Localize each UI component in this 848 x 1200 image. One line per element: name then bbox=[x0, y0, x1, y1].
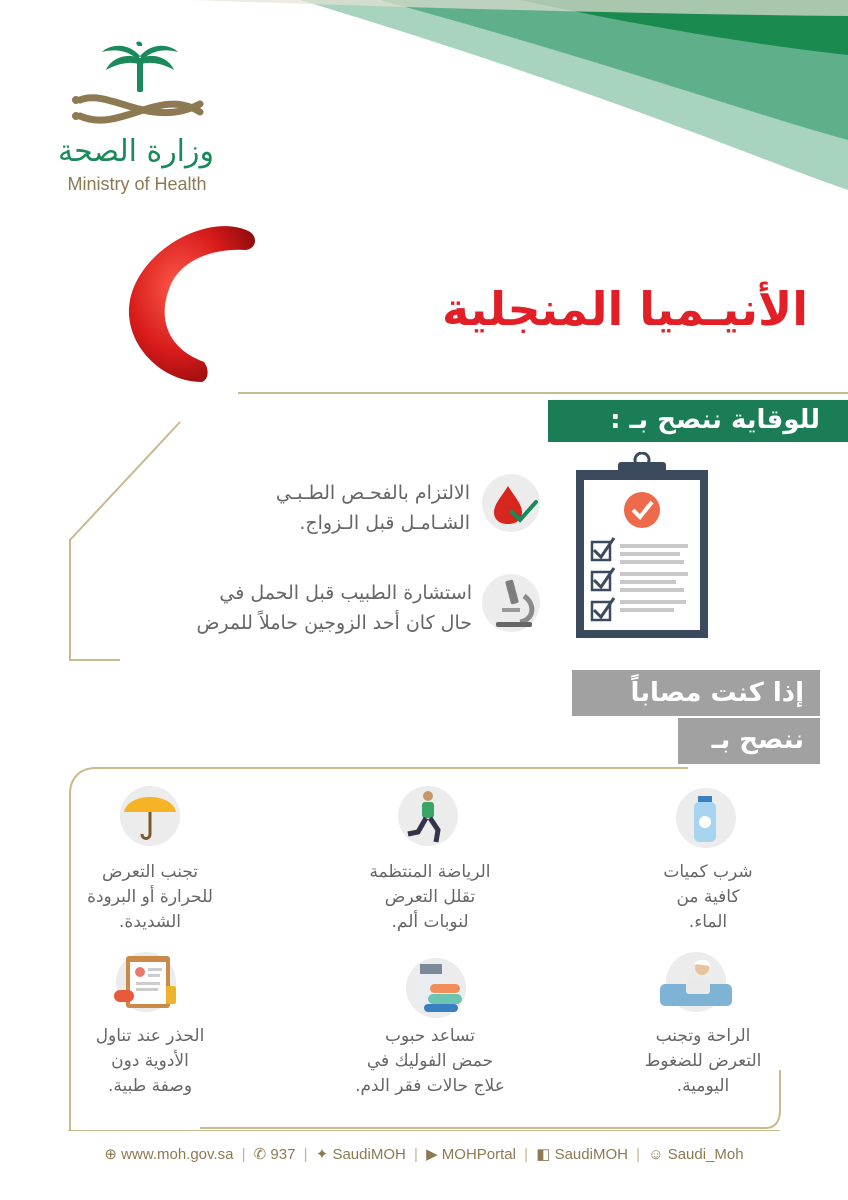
runner-icon bbox=[398, 786, 458, 846]
prevention-item-1 bbox=[150, 478, 470, 538]
youtube-icon: ▶ bbox=[426, 1146, 438, 1163]
globe-icon: ⊕ bbox=[104, 1146, 117, 1163]
logo-arabic-text: وزارة الصحة bbox=[58, 134, 214, 169]
tip-temperature-line1: تجنب التعرض bbox=[101, 862, 199, 882]
microscope-icon bbox=[482, 574, 540, 632]
tip-folic-acid-line1: تساعد حبوب bbox=[385, 1026, 475, 1046]
infected-banner-line1: إذا كنت مصاباً bbox=[572, 670, 820, 716]
tip-rest-line3: اليومية. bbox=[676, 1076, 730, 1096]
infected-banner-line2: ننصح بـ bbox=[678, 718, 820, 764]
palm-swords-emblem-icon bbox=[40, 38, 240, 134]
footer-divider bbox=[68, 1130, 780, 1131]
tip-temperature-line3: الشديدة. bbox=[119, 912, 181, 932]
moh-logo bbox=[40, 38, 240, 203]
website-link[interactable]: www.moh.gov.sa bbox=[121, 1146, 234, 1163]
prevention-banner: للوقاية ننصح بـ : bbox=[548, 400, 848, 442]
tip-folic-acid-line3: علاج حالات فقر الدم. bbox=[355, 1076, 505, 1096]
footer-separator: | bbox=[413, 1146, 418, 1163]
tip-water-line1: شرب كميات bbox=[663, 862, 753, 882]
logo-english-text: Ministry of Health bbox=[67, 174, 207, 194]
tip-exercise-line3: لنوبات ألم. bbox=[391, 912, 469, 932]
twitter-handle[interactable]: SaudiMOH bbox=[332, 1146, 406, 1163]
footer-separator: | bbox=[303, 1146, 308, 1163]
tip-folic-acid bbox=[320, 1024, 540, 1099]
tip-water bbox=[618, 860, 798, 935]
footer-separator: | bbox=[636, 1146, 641, 1163]
tip-medication-line2: الأدوية دون bbox=[111, 1051, 189, 1071]
phone-number[interactable]: 937 bbox=[270, 1146, 296, 1163]
facebook-icon: ◧ bbox=[536, 1146, 551, 1163]
tip-rest-line2: التعرض للضغوط bbox=[644, 1051, 762, 1071]
footer-separator: | bbox=[524, 1146, 529, 1163]
prevention-item-2-line1: استشارة الطبيب قبل الحمل في bbox=[219, 582, 472, 604]
checklist-clipboard-icon bbox=[572, 452, 712, 642]
snapchat-icon: ☺ bbox=[648, 1146, 664, 1163]
footer-separator: | bbox=[241, 1146, 246, 1163]
medical-clipboard-icon bbox=[108, 950, 188, 1016]
umbrella-icon bbox=[120, 786, 180, 846]
tip-temperature-line2: للحرارة أو البرودة bbox=[87, 887, 213, 907]
title-divider bbox=[238, 392, 848, 394]
prevention-item-1-line1: الالتزام بالفحـص الطـبـي bbox=[275, 482, 470, 504]
page-title: الأنيـميا المنجلية bbox=[442, 282, 808, 336]
phone-icon: ✆ bbox=[253, 1146, 267, 1163]
prevention-item-2 bbox=[100, 578, 472, 638]
tip-temperature bbox=[60, 860, 240, 935]
tip-medication bbox=[60, 1024, 240, 1099]
resting-man-icon bbox=[656, 952, 736, 1014]
facebook-handle[interactable]: SaudiMOH bbox=[554, 1146, 628, 1163]
tip-exercise-line1: الرياضة المنتظمة bbox=[369, 862, 491, 882]
tip-rest-line1: الراحة وتجنب bbox=[655, 1026, 751, 1046]
pills-icon bbox=[406, 958, 466, 1018]
tip-medication-line1: الحذر عند تناول bbox=[95, 1026, 205, 1046]
tip-exercise bbox=[330, 860, 530, 935]
tip-rest bbox=[608, 1024, 798, 1099]
sickle-cell-icon bbox=[120, 220, 260, 390]
snapchat-handle[interactable]: Saudi_Moh bbox=[667, 1146, 744, 1163]
footer-contacts bbox=[0, 1145, 848, 1163]
tip-folic-acid-line2: حمض الفوليك في bbox=[366, 1051, 494, 1071]
blood-drop-check-icon bbox=[482, 474, 540, 532]
twitter-icon: ✦ bbox=[315, 1146, 329, 1163]
tip-medication-line3: وصفة طبية. bbox=[107, 1076, 193, 1096]
water-bottle-icon bbox=[676, 788, 736, 848]
prevention-item-1-line2: الشـامـل قبل الـزواج. bbox=[299, 512, 470, 534]
tip-exercise-line2: تقلل التعرض bbox=[384, 887, 476, 907]
tip-water-line3: الماء. bbox=[688, 912, 728, 932]
youtube-handle[interactable]: MOHPortal bbox=[441, 1146, 516, 1163]
prevention-item-2-line2: حال كان أحد الزوجين حاملاً للمرض bbox=[196, 612, 472, 634]
tip-water-line2: كافية من bbox=[676, 887, 740, 907]
